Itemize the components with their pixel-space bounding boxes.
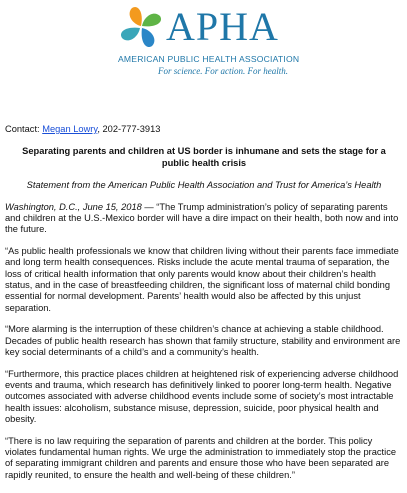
contact-name-link[interactable]: Megan Lowry bbox=[42, 124, 98, 134]
dateline: Washington, D.C., June 15, 2018 bbox=[5, 201, 142, 212]
logo-organization-name: AMERICAN PUBLIC HEALTH ASSOCIATION bbox=[118, 54, 300, 64]
logo-tagline: For science. For action. For health. bbox=[158, 66, 288, 76]
subheadline: Statement from the American Public Health Association and Trust for America’s Health bbox=[26, 180, 382, 191]
logo-wordmark: APHA bbox=[166, 4, 279, 49]
apha-logo bbox=[118, 4, 338, 84]
paragraph-5: “There is no law requiring the separation of parents and children at the border. This policy violates fundamental human rights. We urge the administration to immediately stop the practice of separating immigrant children and parents and ensure those who have been separated are rapidly reunited, to ensure the health and well-being of these children.” bbox=[5, 435, 397, 480]
paragraph-2: “As public health professionals we know that children living without their parents face immediate and long term health consequences. Risks include the acute mental trauma of separation, the loss of critical health information that only parents would know about their children’s health status, and in the case of breastfeeding children, the significant loss of maternal child bonding essential for normal development. Parents’ health would also be affected by this unjust separation. bbox=[5, 245, 399, 313]
apha-flower-icon bbox=[118, 4, 164, 50]
headline: Separating parents and children at US border is inhumane and sets the stage for a public health crisis bbox=[22, 146, 386, 168]
contact-label: Contact: bbox=[5, 124, 40, 134]
paragraph-3: “More alarming is the interruption of these children’s chance at achieving a stable childhood. Decades of public health research has shown that family structure, stability and environment are key social determinants of a child’s and a community’s health. bbox=[5, 324, 401, 358]
release-body bbox=[5, 124, 403, 491]
contact-line bbox=[5, 124, 403, 135]
paragraph-1-text: — “The Trump administration’s policy of separating parents and children at the U.S.-Mexico border will have a dire impact on their health, both now and into the future. bbox=[5, 201, 399, 235]
paragraph-1 bbox=[5, 202, 403, 236]
contact-phone: , 202-777-3913 bbox=[97, 124, 161, 134]
paragraph-4: “Furthermore, this practice places children at heightened risk of experiencing adverse childhood events and trauma, which research has definitively linked to poorer long-term health. Negative outcomes associated with adverse childhood events include some of society’s most intractable health issues: alcoholism, substance misuse, depression, suicide, poor physical health and obesity. bbox=[5, 368, 399, 425]
